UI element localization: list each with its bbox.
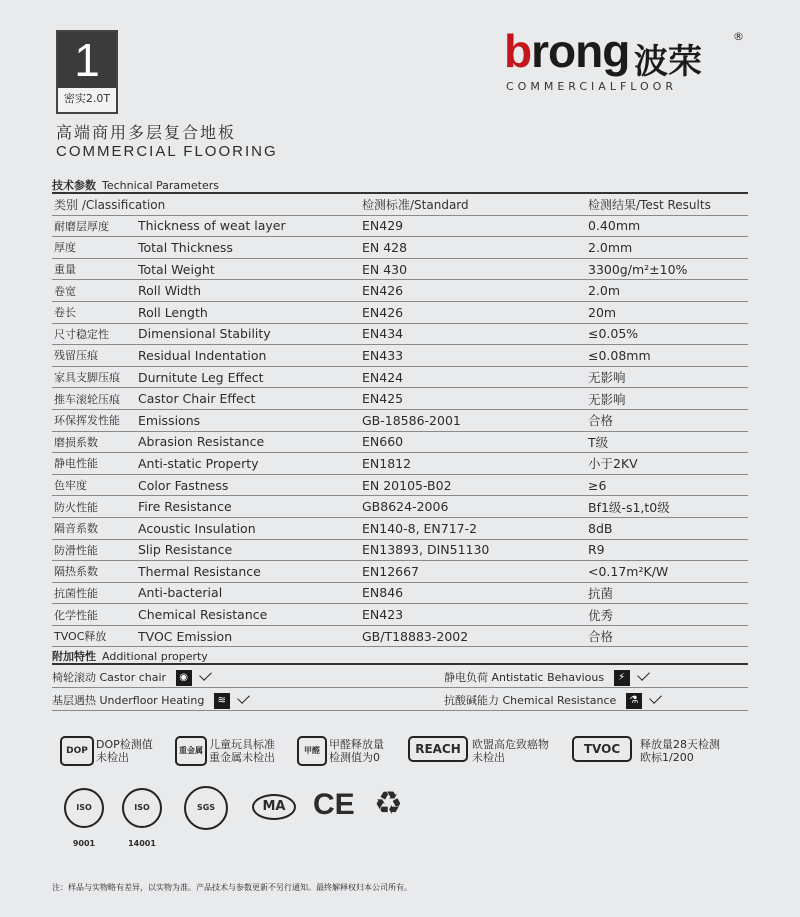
- brand-wordmark: brong: [504, 25, 630, 77]
- table-row: [52, 625, 748, 647]
- cma-logo: MA: [252, 794, 296, 820]
- classification-cn: 环保挥发性能: [52, 409, 138, 431]
- result-cell: <0.17m²K/W: [588, 561, 748, 583]
- castor-chair-icon: ◉: [176, 670, 192, 686]
- result-cell: 优秀: [588, 604, 748, 626]
- classification-cn: 隔热系数: [52, 561, 138, 583]
- product-title-en: COMMERCIAL FLOORING: [56, 143, 278, 160]
- table-row: [52, 604, 748, 626]
- classification-en: Thickness of weat layer: [138, 215, 362, 237]
- ce-mark: CE: [313, 788, 355, 821]
- brand-chinese-name: 波荣: [634, 42, 702, 82]
- table-row: [52, 431, 748, 453]
- tech-params-heading: 技术参数 Technical Parameters: [52, 179, 219, 192]
- reach-cert: REACH 欧盟高危致癌物 未检出: [408, 736, 568, 768]
- table-row: [52, 539, 748, 561]
- additional-property-row: [52, 665, 748, 688]
- result-cell: R9: [588, 539, 748, 561]
- classification-cn: 防火性能: [52, 496, 138, 518]
- heavy-metal-icon: 重金属: [175, 736, 207, 766]
- table-row: [52, 453, 748, 475]
- classification-en: Color Fastness: [138, 474, 362, 496]
- standard-cell: GB/T18883-2002: [362, 625, 588, 647]
- header-standard: 检测标准/Standard: [362, 194, 588, 215]
- standard-cell: EN846: [362, 582, 588, 604]
- table-row: [52, 215, 748, 237]
- classification-cn: 抗菌性能: [52, 582, 138, 604]
- classification-en: Acoustic Insulation: [138, 517, 362, 539]
- result-cell: 2.0mm: [588, 237, 748, 259]
- classification-en: Castor Chair Effect: [138, 388, 362, 410]
- sgs-logo: SGS: [184, 786, 228, 830]
- classification-en: Total Weight: [138, 258, 362, 280]
- standard-cell: EN423: [362, 604, 588, 626]
- castor-chair-item: 椅轮滚动 Castor chair ◉: [52, 669, 211, 686]
- classification-cn: 耐磨层厚度: [52, 215, 138, 237]
- table-row: [52, 258, 748, 280]
- standard-cell: EN13893, DIN51130: [362, 539, 588, 561]
- classification-en: Abrasion Resistance: [138, 431, 362, 453]
- classification-en: Chemical Resistance: [138, 604, 362, 626]
- standard-cell: EN12667: [362, 561, 588, 583]
- result-cell: 合格: [588, 409, 748, 431]
- formaldehyde-icon: 甲醛: [297, 736, 327, 766]
- result-cell: 0.40mm: [588, 215, 748, 237]
- brand-logo: [504, 24, 744, 98]
- standard-cell: EN426: [362, 301, 588, 323]
- table-row: [52, 582, 748, 604]
- classification-en: Emissions: [138, 409, 362, 431]
- classification-en: TVOC Emission: [138, 625, 362, 647]
- antistatic-icon: ⚡: [614, 670, 630, 686]
- classification-cn: 化学性能: [52, 604, 138, 626]
- table-row: [52, 280, 748, 302]
- result-cell: ≤0.05%: [588, 323, 748, 345]
- additional-property-row: [52, 688, 748, 711]
- classification-cn: 重量: [52, 258, 138, 280]
- reach-icon: REACH: [408, 736, 468, 762]
- classification-en: Anti-bacterial: [138, 582, 362, 604]
- table-row: [52, 388, 748, 410]
- check-icon: [237, 691, 250, 704]
- table-header-row: [52, 194, 748, 215]
- result-cell: T级: [588, 431, 748, 453]
- classification-cn: 磨损系数: [52, 431, 138, 453]
- classification-cn: 卷长: [52, 301, 138, 323]
- classification-en: Fire Resistance: [138, 496, 362, 518]
- standard-cell: EN426: [362, 280, 588, 302]
- classification-en: Dimensional Stability: [138, 323, 362, 345]
- iso14001-logo: ISO 14001: [122, 788, 162, 828]
- dop-cert: DOP DOP检测值 未检出: [60, 736, 170, 768]
- standard-cell: EN433: [362, 345, 588, 367]
- standard-cell: EN 428: [362, 237, 588, 259]
- classification-en: Total Thickness: [138, 237, 362, 259]
- tvoc-icon: TVOC: [572, 736, 632, 762]
- brand-tagline: COMMERCIALFLOOR: [506, 80, 677, 93]
- classification-en: Residual Indentation: [138, 345, 362, 367]
- result-cell: 抗菌: [588, 582, 748, 604]
- result-cell: ≥6: [588, 474, 748, 496]
- chemical-icon: ⚗: [626, 693, 642, 709]
- result-cell: 无影响: [588, 366, 748, 388]
- table-row: [52, 345, 748, 367]
- table-row: [52, 496, 748, 518]
- standard-cell: GB8624-2006: [362, 496, 588, 518]
- classification-cn: 静电性能: [52, 453, 138, 475]
- series-badge: [56, 30, 118, 114]
- standard-cell: GB-18586-2001: [362, 409, 588, 431]
- classification-cn: 隔音系数: [52, 517, 138, 539]
- recycle-icon: ♻: [374, 784, 403, 822]
- standard-cell: EN425: [362, 388, 588, 410]
- classification-cn: 厚度: [52, 237, 138, 259]
- classification-cn: 防滑性能: [52, 539, 138, 561]
- table-row: [52, 474, 748, 496]
- check-icon: [637, 668, 650, 681]
- check-icon: [649, 691, 662, 704]
- standard-cell: EN 430: [362, 258, 588, 280]
- standard-cell: EN429: [362, 215, 588, 237]
- result-cell: 3300g/m²±10%: [588, 258, 748, 280]
- classification-cn: 残留压痕: [52, 345, 138, 367]
- tvoc-cert: TVOC 释放量28天检测 欧标1/200: [572, 736, 742, 768]
- result-cell: 8dB: [588, 517, 748, 539]
- table-row: [52, 301, 748, 323]
- standard-cell: EN140-8, EN717-2: [362, 517, 588, 539]
- classification-cn: TVOC释放: [52, 625, 138, 647]
- underfloor-heating-item: 基层遇热 Underfloor Heating ≋: [52, 692, 249, 709]
- classification-en: Roll Width: [138, 280, 362, 302]
- footer-note: 注：样品与实物略有差异，以实物为准。产品技术与参数更新不另行通知。最终解释权归本公司所有。: [52, 883, 412, 892]
- table-row: [52, 237, 748, 259]
- dop-icon: DOP: [60, 736, 94, 766]
- formaldehyde-cert: 甲醛 甲醛释放量 检测值为0: [297, 736, 407, 768]
- additional-property-heading: 附加特性 Additional property: [52, 650, 208, 663]
- antistatic-item: 静电负荷 Antistatic Behavious ⚡: [444, 669, 649, 686]
- table-row: [52, 366, 748, 388]
- result-cell: 无影响: [588, 388, 748, 410]
- classification-en: Slip Resistance: [138, 539, 362, 561]
- classification-cn: 家具支脚压痕: [52, 366, 138, 388]
- result-cell: ≤0.08mm: [588, 345, 748, 367]
- series-thickness-label: 密实2.0T: [63, 92, 111, 105]
- header-test-results: 检测结果/Test Results: [588, 194, 748, 215]
- table-row: [52, 409, 748, 431]
- classification-cn: 卷宽: [52, 280, 138, 302]
- classification-en: Thermal Resistance: [138, 561, 362, 583]
- result-cell: 小于2KV: [588, 453, 748, 475]
- header-classification: 类别 /Classification: [52, 194, 362, 215]
- classification-en: Anti-static Property: [138, 453, 362, 475]
- tech-params-table: [52, 194, 748, 647]
- heavy-metal-cert: 重金属 儿童玩具标准 重金属未检出: [175, 736, 305, 768]
- result-cell: 20m: [588, 301, 748, 323]
- check-icon: [199, 668, 212, 681]
- standard-cell: EN 20105-B02: [362, 474, 588, 496]
- product-title-cn: 高端商用多层复合地板: [56, 123, 237, 142]
- standard-cell: EN1812: [362, 453, 588, 475]
- standard-cell: EN434: [362, 323, 588, 345]
- classification-en: Roll Length: [138, 301, 362, 323]
- classification-cn: 推车滚轮压痕: [52, 388, 138, 410]
- standard-cell: EN660: [362, 431, 588, 453]
- table-row: [52, 517, 748, 539]
- heating-icon: ≋: [214, 693, 230, 709]
- classification-cn: 尺寸稳定性: [52, 323, 138, 345]
- registered-mark: ®: [733, 30, 744, 43]
- standard-cell: EN424: [362, 366, 588, 388]
- chemical-resistance-item: 抗酸碱能力 Chemical Resistance ⚗: [444, 692, 661, 709]
- result-cell: 2.0m: [588, 280, 748, 302]
- table-row: [52, 323, 748, 345]
- table-row: [52, 561, 748, 583]
- classification-en: Durnitute Leg Effect: [138, 366, 362, 388]
- series-number: 1: [58, 32, 116, 88]
- iso9001-logo: ISO 9001: [64, 788, 104, 828]
- result-cell: 合格: [588, 625, 748, 647]
- classification-cn: 色牢度: [52, 474, 138, 496]
- result-cell: Bf1级-s1,t0级: [588, 496, 748, 518]
